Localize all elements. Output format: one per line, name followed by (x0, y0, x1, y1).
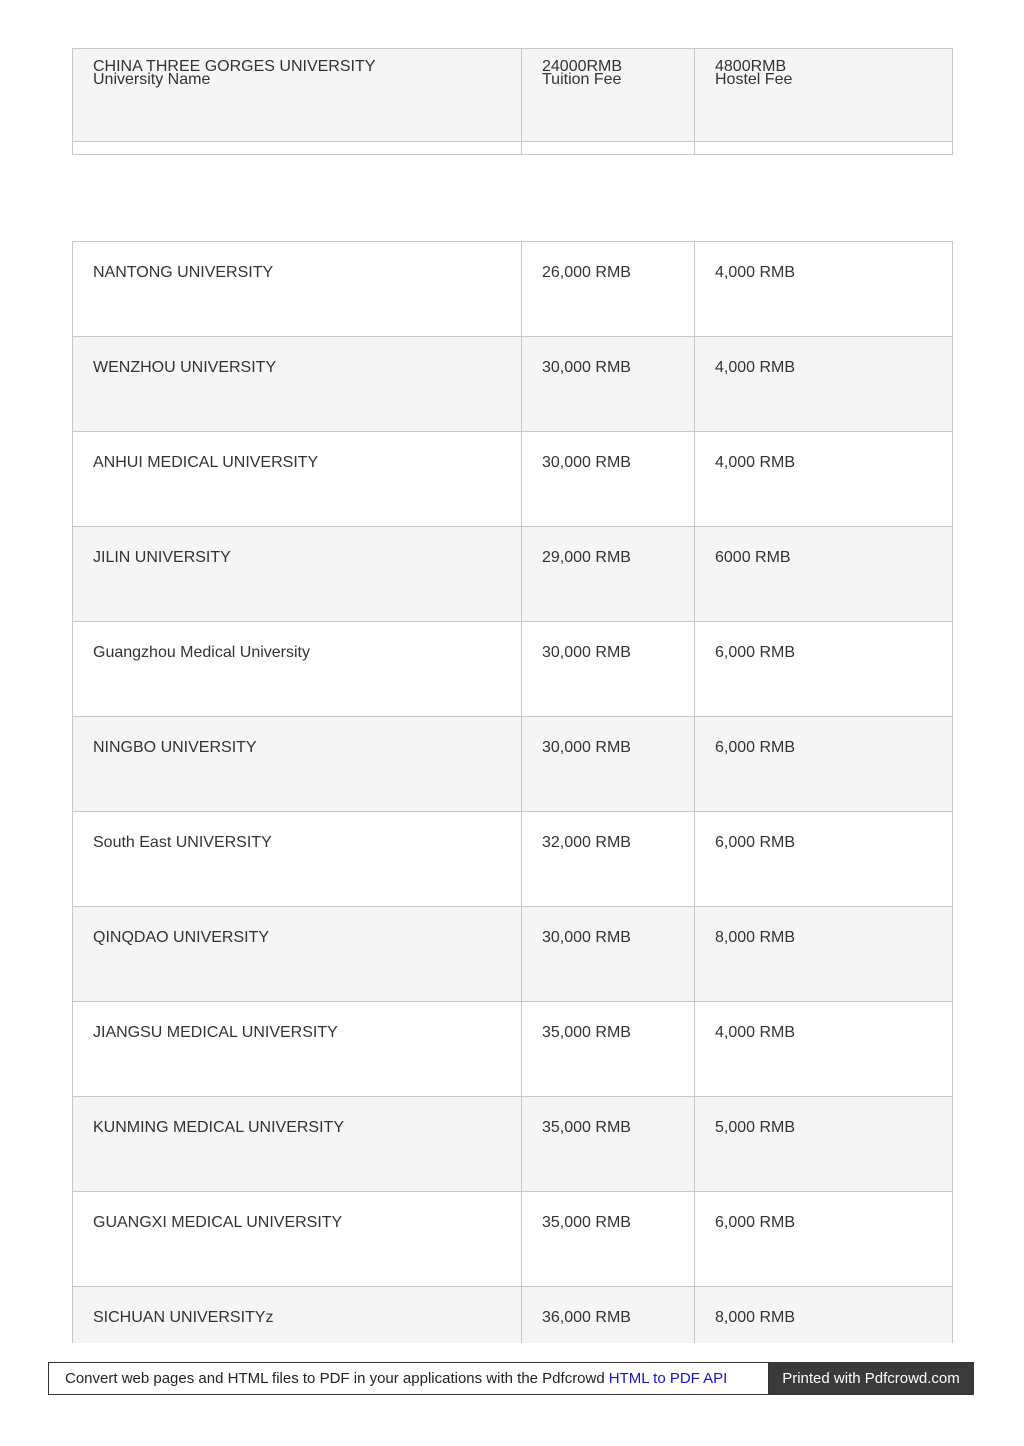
table-stub-row (73, 142, 953, 155)
tuition-fee-cell: 30,000 RMB (522, 337, 695, 432)
hostel-fee-cell: 8,000 RMB (695, 907, 953, 1002)
university-name-cell: Guangzhou Medical University (73, 622, 522, 717)
header-row (73, 49, 953, 142)
tuition-fee-cell: 29,000 RMB (522, 527, 695, 622)
university-name-cell: GUANGXI MEDICAL UNIVERSITY (73, 1192, 522, 1287)
table-row (73, 812, 953, 907)
tuition-fee-cell: 35,000 RMB (522, 1192, 695, 1287)
university-name-cell: QINQDAO UNIVERSITY (73, 907, 522, 1002)
university-name-cell: ANHUI MEDICAL UNIVERSITY (73, 432, 522, 527)
table-row (73, 527, 953, 622)
tuition-value: 24000RMB (542, 58, 623, 75)
hostel-fee-cell: 4,000 RMB (695, 1002, 953, 1097)
university-name-cell: South East UNIVERSITY (73, 812, 522, 907)
university-header: University Name (93, 71, 211, 88)
hostel-fee-cell: 4,000 RMB (695, 432, 953, 527)
table-row (73, 1192, 953, 1287)
header-table (72, 48, 953, 155)
table-row (73, 242, 953, 337)
hostel-fee-cell: 6,000 RMB (695, 812, 953, 907)
hostel-fee-cell: 5,000 RMB (695, 1097, 953, 1192)
university-name-cell: SICHUAN UNIVERSITYz (73, 1287, 522, 1343)
tuition-fee-cell: 32,000 RMB (522, 812, 695, 907)
hostel-fee-cell: 6,000 RMB (695, 1192, 953, 1287)
table-row (73, 1002, 953, 1097)
hostel-header: Hostel Fee (715, 71, 793, 88)
hostel-fee-cell: 8,000 RMB (695, 1287, 953, 1343)
university-name-cell: NINGBO UNIVERSITY (73, 717, 522, 812)
tuition-fee-cell: 30,000 RMB (522, 717, 695, 812)
table-row (73, 622, 953, 717)
university-name-cell: KUNMING MEDICAL UNIVERSITY (73, 1097, 522, 1192)
university-name-cell: NANTONG UNIVERSITY (73, 242, 522, 337)
university-name-cell: WENZHOU UNIVERSITY (73, 337, 522, 432)
tuition-fee-cell: 30,000 RMB (522, 432, 695, 527)
table-row (73, 1287, 953, 1343)
university-value: CHINA THREE GORGES UNIVERSITY (93, 58, 376, 75)
hostel-fee-cell: 6,000 RMB (695, 622, 953, 717)
tuition-fee-cell: 36,000 RMB (522, 1287, 695, 1343)
table-row (73, 432, 953, 527)
university-fees-table (72, 241, 953, 1343)
html-to-pdf-api-link[interactable]: HTML to PDF API (608, 1370, 728, 1387)
tuition-fee-cell: 30,000 RMB (522, 622, 695, 717)
tuition-header: Tuition Fee (542, 71, 622, 88)
table-row (73, 907, 953, 1002)
university-name-cell: JIANGSU MEDICAL UNIVERSITY (73, 1002, 522, 1097)
tuition-fee-cell: 26,000 RMB (522, 242, 695, 337)
hostel-fee-cell: 4,000 RMB (695, 242, 953, 337)
footer-message (48, 1362, 768, 1395)
tuition-fee-cell: 30,000 RMB (522, 907, 695, 1002)
header-hostel-cell (695, 49, 953, 142)
hostel-value: 4800RMB (715, 58, 787, 75)
table-row (73, 337, 953, 432)
pdfcrowd-footer (48, 1362, 974, 1395)
header-university-cell (73, 49, 522, 142)
table-row (73, 717, 953, 812)
header-tuition-cell (522, 49, 695, 142)
hostel-fee-cell: 6,000 RMB (695, 717, 953, 812)
tuition-fee-cell: 35,000 RMB (522, 1097, 695, 1192)
printed-with-pdfcrowd-badge[interactable]: Printed with Pdfcrowd.com (768, 1362, 974, 1395)
tuition-fee-cell: 35,000 RMB (522, 1002, 695, 1097)
hostel-fee-cell: 4,000 RMB (695, 337, 953, 432)
hostel-fee-cell: 6000 RMB (695, 527, 953, 622)
university-name-cell: JILIN UNIVERSITY (73, 527, 522, 622)
table-row (73, 1097, 953, 1192)
footer-text: Convert web pages and HTML files to PDF in your applications with the Pdfcrowd (65, 1370, 605, 1387)
